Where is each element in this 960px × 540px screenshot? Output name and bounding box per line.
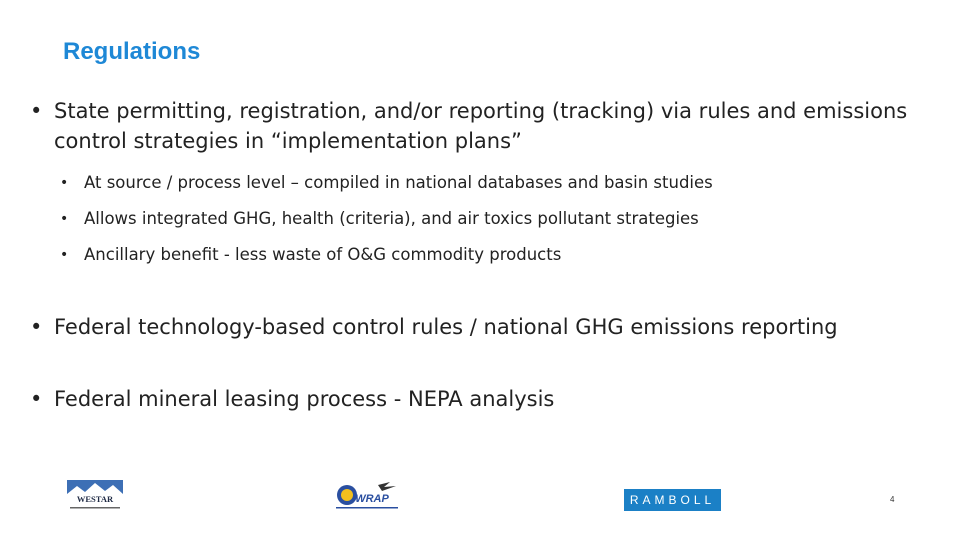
wrap-logo (334, 481, 400, 511)
sub-bullet-text: Ancillary benefit - less waste of O&G commodity products (84, 245, 562, 264)
westar-logo (67, 480, 123, 512)
sub-bullet-item (60, 172, 930, 194)
bullet-icon: • (60, 175, 69, 191)
page-number: 4 (890, 495, 895, 504)
bullet-icon: • (30, 315, 43, 339)
sub-bullet-text: At source / process level – compiled in national databases and basin studies (84, 173, 713, 192)
bullet-icon: • (30, 99, 43, 123)
bullet-icon: • (60, 211, 69, 227)
bullet-item (30, 312, 930, 342)
bullet-icon: • (60, 247, 69, 263)
sub-bullet-text: Allows integrated GHG, health (criteria), and air toxics pollutant strategies (84, 209, 699, 228)
sub-bullet-item (60, 244, 930, 266)
bullet-text: State permitting, registration, and/or reporting (tracking) via rules and emissions control strategies in “implementation plans” (54, 99, 908, 153)
westar-logo-text: WESTAR (76, 494, 114, 504)
bullet-item (30, 96, 930, 156)
slide-title: Regulations (63, 38, 201, 65)
bullet-text: Federal mineral leasing process - NEPA analysis (54, 387, 555, 411)
bullet-icon: • (30, 387, 43, 411)
bullet-item (30, 384, 930, 414)
sub-bullet-item (60, 208, 930, 230)
wrap-logo-text: WRAP (355, 493, 389, 505)
ramboll-logo: RAMBOLL (624, 489, 721, 511)
bullet-text: Federal technology-based control rules / national GHG emissions reporting (54, 315, 838, 339)
bullet-list (30, 96, 930, 414)
